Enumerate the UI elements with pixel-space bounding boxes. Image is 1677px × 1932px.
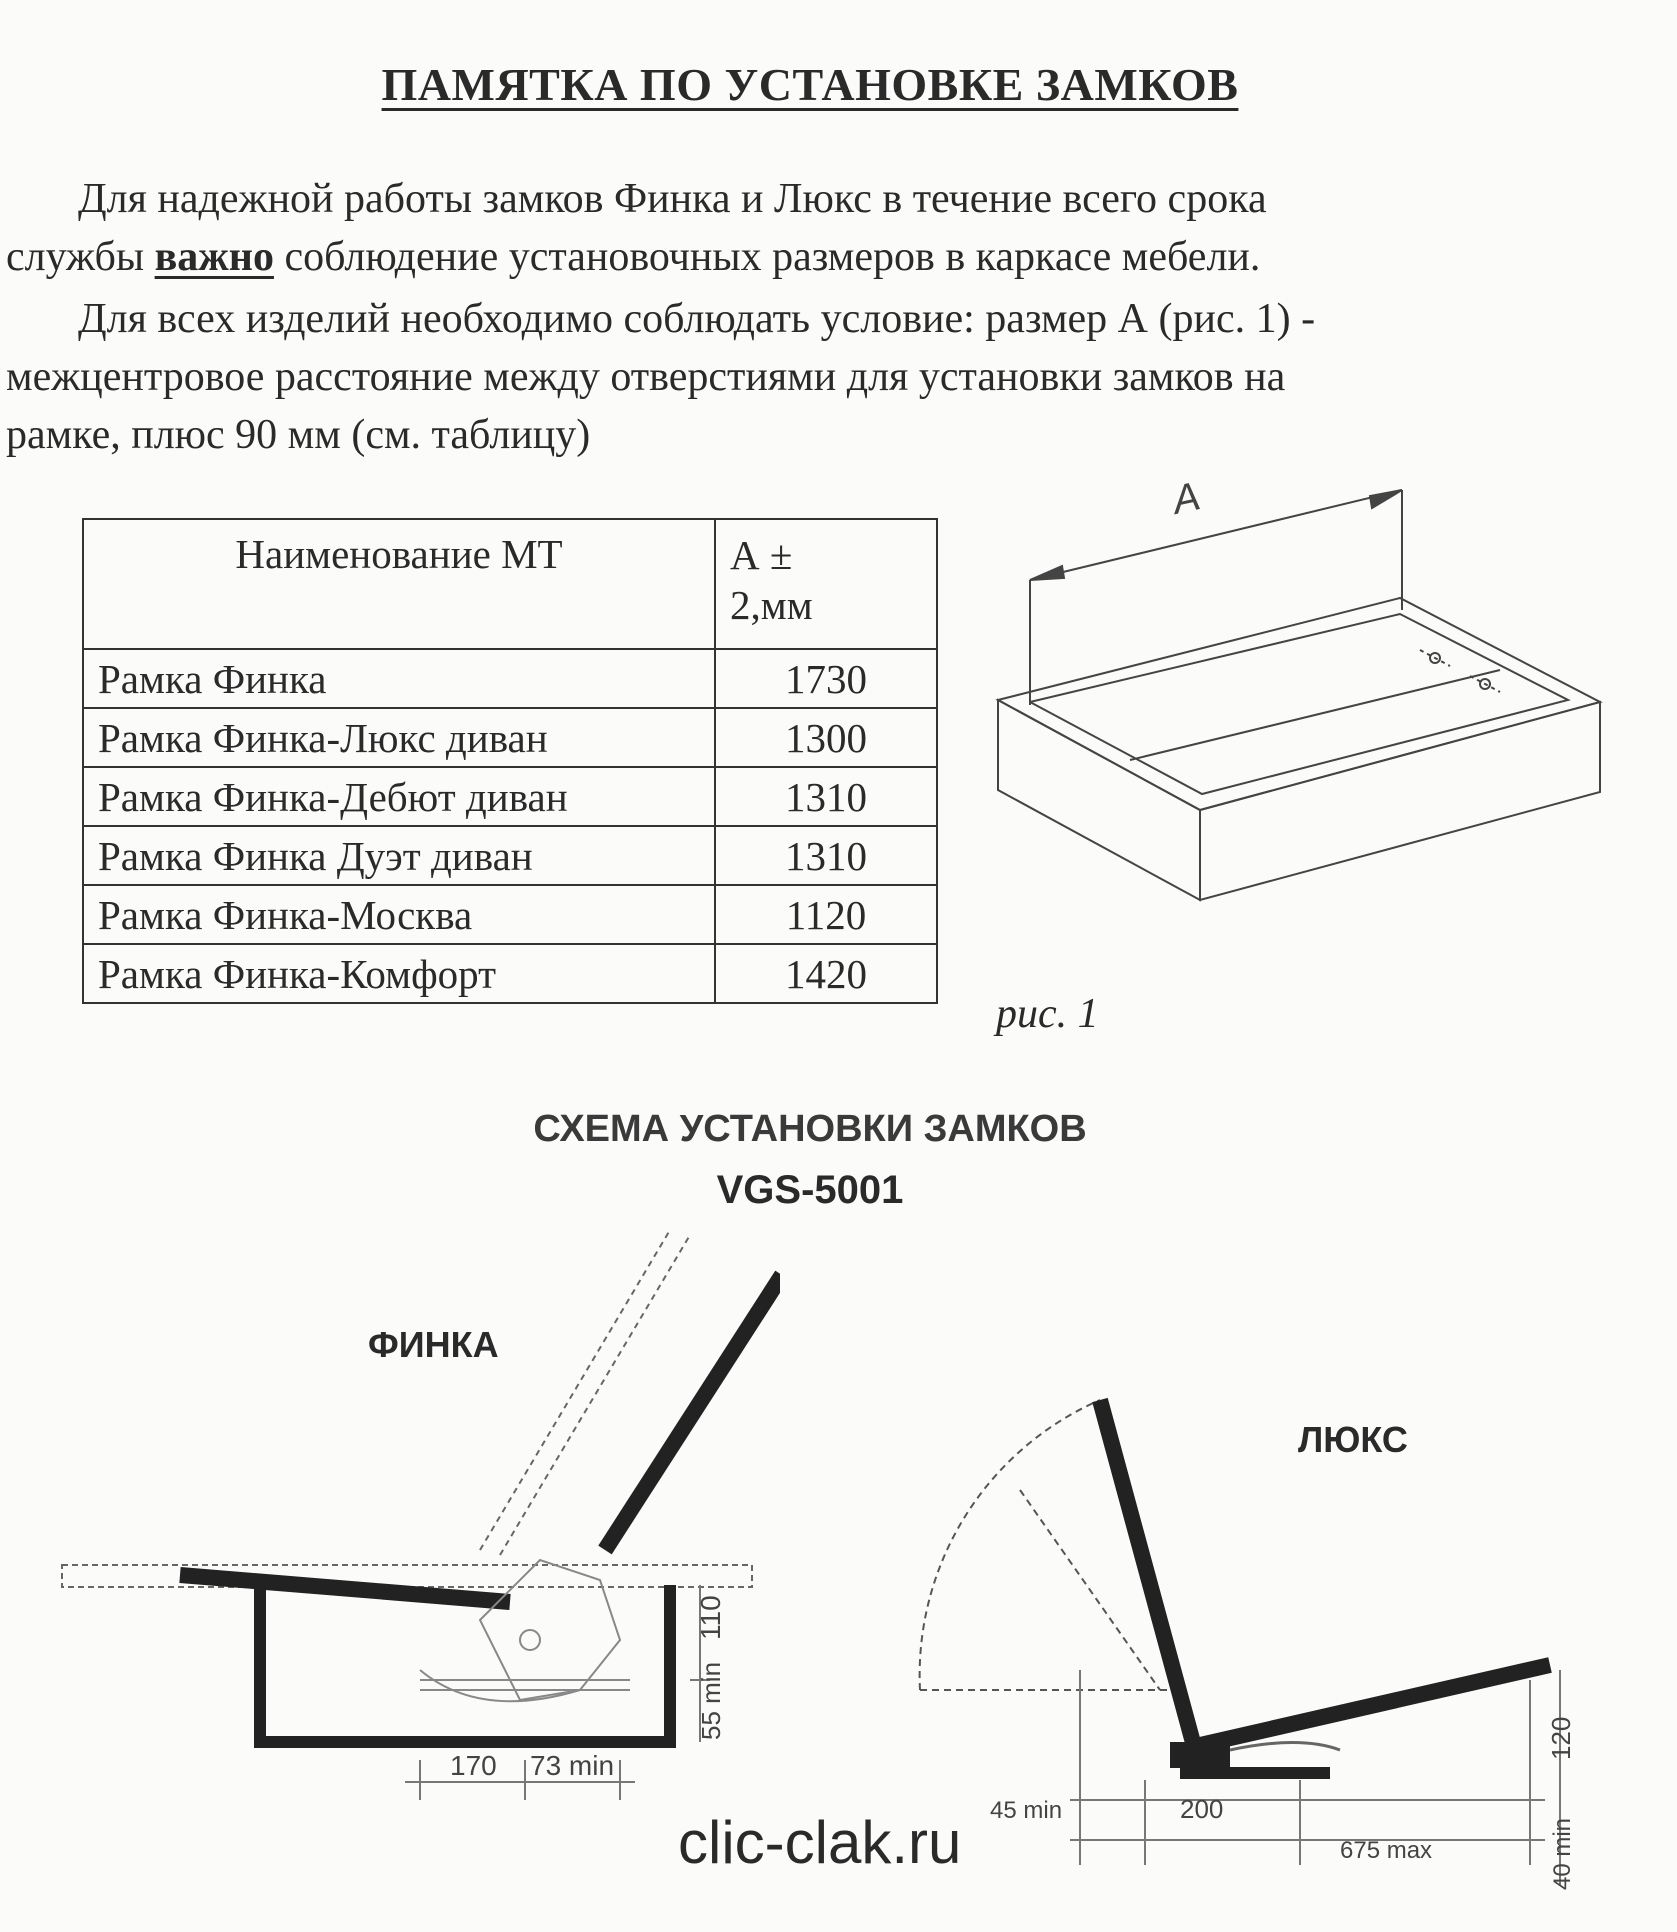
table-row — [83, 826, 937, 885]
lid-outline — [62, 1565, 752, 1587]
table-row — [83, 708, 937, 767]
table-row — [83, 649, 937, 708]
dimension-a-label: А — [1168, 474, 1204, 523]
header-a-line-1: А ± — [730, 532, 793, 578]
intro-line-2 — [6, 228, 1566, 286]
row-name: Рамка Финка-Люкс диван — [83, 708, 715, 767]
lux-label: ЛЮКС — [1298, 1419, 1408, 1460]
row-value: 1300 — [715, 708, 937, 767]
row-name: Рамка Финка-Комфорт — [83, 944, 715, 1003]
frame-figure — [980, 470, 1640, 930]
lux-lid-closed — [1200, 1665, 1550, 1745]
intro-line-2-start: службы — [6, 234, 155, 280]
header-name: Наименование МТ — [83, 519, 715, 649]
row-value: 1730 — [715, 649, 937, 708]
intro-paragraph — [6, 170, 1566, 286]
row-value: 1310 — [715, 826, 937, 885]
lux-lid-open — [1100, 1400, 1195, 1750]
lux-dim-offset: 45 min — [990, 1797, 1063, 1824]
dimensions-table — [82, 518, 938, 1004]
mechanism — [420, 1560, 630, 1701]
finka-dim-height: 110 — [695, 1595, 726, 1640]
condition-line-3: рамке, плюс 90 мм (см. таблицу) — [6, 412, 591, 458]
lux-dim-width: 200 — [1180, 1794, 1224, 1824]
row-value: 1120 — [715, 885, 937, 944]
frame-front — [998, 700, 1200, 900]
important-word: важно — [154, 234, 274, 280]
row-name: Рамка Финка-Москва — [83, 885, 715, 944]
arrow-right — [1370, 490, 1402, 508]
figure-caption: рис. 1 — [996, 991, 1099, 1037]
finka-dim-min-width: 73 min — [530, 1750, 615, 1781]
row-name: Рамка Финка — [83, 649, 715, 708]
lid-open — [605, 1275, 780, 1550]
frame-side — [1200, 702, 1600, 900]
row-value: 1420 — [715, 944, 937, 1003]
condition-line-2: межцентровое расстояние между отверстиями для установки замков на — [6, 354, 1286, 400]
table-row — [83, 885, 937, 944]
arrow-left — [1030, 566, 1064, 580]
swing-arc — [920, 1400, 1100, 1690]
table-row — [83, 944, 937, 1003]
finka-label: ФИНКА — [368, 1324, 499, 1365]
row-value: 1310 — [715, 767, 937, 826]
header-a — [715, 519, 937, 649]
frame-top — [998, 598, 1600, 810]
dimension-line — [1030, 490, 1402, 580]
row-name: Рамка Финка-Дебют диван — [83, 767, 715, 826]
condition-line-1: Для всех изделий необходимо соблюдать условие: размер А (рис. 1) - — [78, 296, 1316, 342]
intro-line-1: Для надежной работы замков Финка и Люкс в течение всего срока — [78, 176, 1267, 222]
finka-dim-width: 170 — [450, 1750, 497, 1781]
site-watermark: clic-clak.ru — [678, 1809, 962, 1876]
lux-dim-height: 120 — [1546, 1716, 1576, 1760]
table-header-row — [83, 519, 937, 649]
table-row — [83, 767, 937, 826]
header-a-line-2: 2,мм — [730, 582, 813, 628]
page-title: ПАМЯТКА ПО УСТАНОВКЕ ЗАМКОВ — [381, 59, 1239, 110]
condition-paragraph — [6, 290, 1566, 464]
scheme-model: VGS-5001 — [716, 1168, 904, 1212]
scheme-title: СХЕМА УСТАНОВКИ ЗАМКОВ — [533, 1108, 1087, 1150]
row-name: Рамка Финка Дуэт диван — [83, 826, 715, 885]
lux-dim-min-height: 40 min — [1549, 1817, 1576, 1890]
lux-diagram — [880, 1380, 1580, 1900]
lid-closed — [180, 1575, 510, 1602]
finka-dim-min-height: 55 min — [696, 1661, 726, 1740]
finka-diagram — [60, 1220, 780, 1810]
lux-mechanism — [1170, 1742, 1230, 1768]
lux-dim-max-width: 675 max — [1340, 1837, 1433, 1864]
intro-line-2-end: соблюдение установочных размеров в каркасе мебели. — [273, 234, 1261, 280]
